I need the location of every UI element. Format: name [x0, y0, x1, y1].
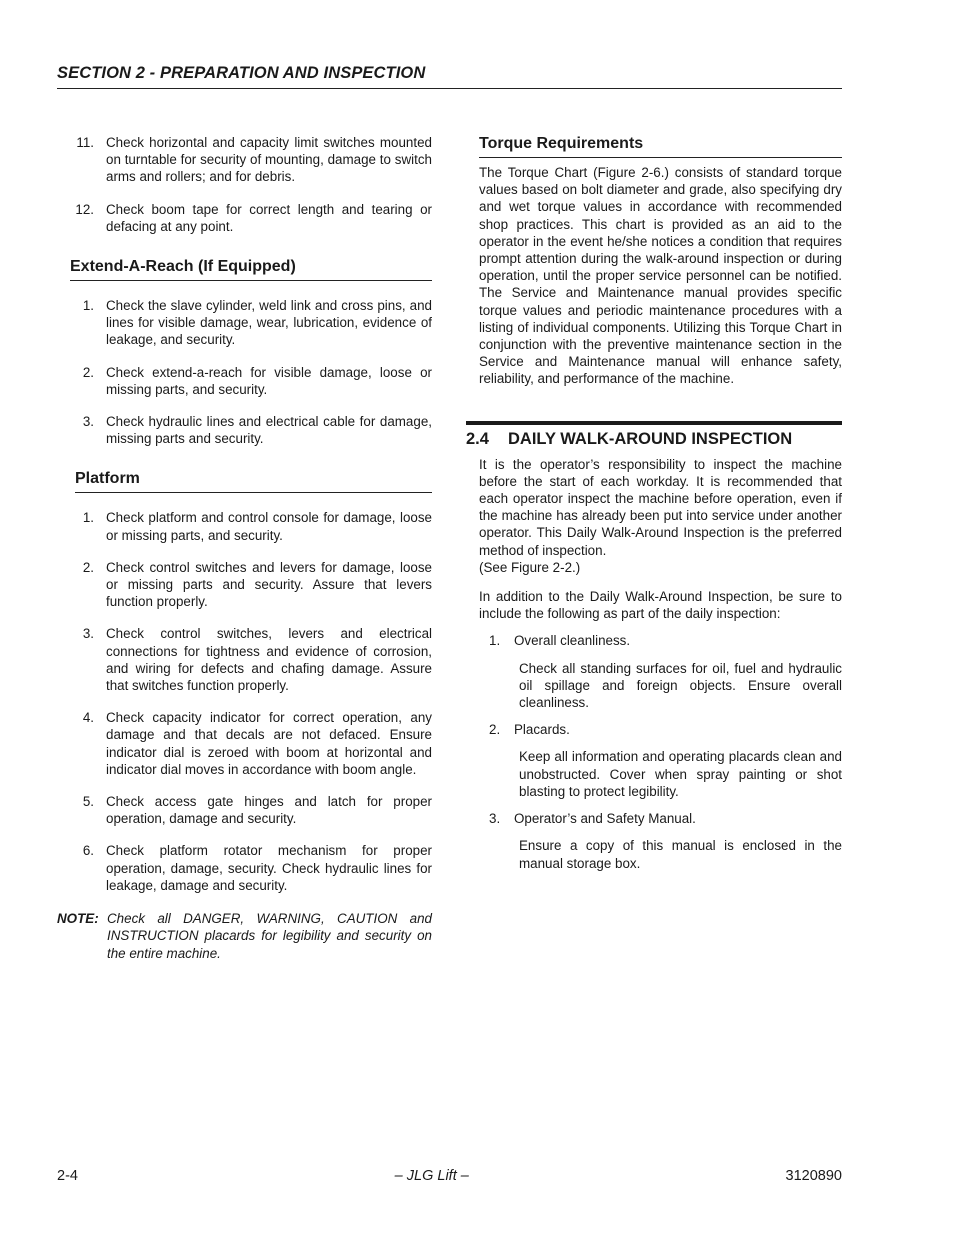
step-title: Operator’s and Safety Manual.	[514, 811, 696, 827]
step-item	[479, 721, 842, 738]
list-item	[57, 842, 432, 894]
list-item	[57, 413, 432, 447]
item-text: Check capacity indicator for correct operation, any damage and that decals are not defaced. Ensure indicator dial is zeroed with boom at horizontal and indicator dial moves in accordance with boom angle.	[106, 710, 432, 777]
page-number: 2-4	[57, 1168, 78, 1184]
section-heading-title: DAILY WALK-AROUND INSPECTION	[508, 429, 793, 448]
step-item	[479, 632, 842, 649]
list-item	[57, 709, 432, 778]
list-item	[57, 625, 432, 694]
step-title: Overall cleanliness.	[514, 633, 631, 649]
section-title: SECTION 2 - PREPARATION AND INSPECTION	[57, 64, 426, 82]
section-heading	[466, 421, 842, 449]
note-block	[57, 910, 432, 962]
item-number: 4.	[82, 710, 94, 726]
list-item	[57, 559, 432, 611]
list-item	[57, 134, 432, 186]
step-number: 3.	[489, 811, 501, 827]
platform-heading: Platform	[75, 469, 432, 493]
step-title: Placards.	[514, 722, 570, 738]
torque-heading: Torque Requirements	[479, 134, 842, 158]
step-item	[479, 810, 842, 827]
item-number: 12.	[75, 201, 94, 217]
list-item	[57, 509, 432, 543]
item-number: 1.	[82, 510, 94, 526]
item-number: 3.	[82, 414, 94, 430]
item-number: 3.	[82, 626, 94, 642]
step-number: 2.	[489, 722, 501, 738]
step-description: Check all standing surfaces for oil, fuel and hydraulic oil spillage and foreign objects. Ensure overall cleanliness.	[519, 660, 842, 711]
intro-paragraph	[479, 456, 842, 576]
note-label: NOTE:	[57, 911, 99, 927]
page-footer	[57, 1168, 842, 1184]
item-number: 1.	[82, 298, 94, 314]
item-text: Check horizontal and capacity limit switches mounted on turntable for security of mounting, damage to switch arms and rollers; and for debris.	[106, 135, 432, 185]
addition-paragraph: In addition to the Daily Walk-Around Inspection, be sure to include the following as part of the daily inspection:	[479, 589, 842, 622]
item-text: Check control switches and levers for damage, loose or missing parts and security. Assure that levers function properly.	[106, 559, 432, 610]
list-item	[57, 297, 432, 349]
note-text: Check all DANGER, WARNING, CAUTION and INSTRUCTION placards for legibility and security on the entire machine.	[107, 911, 432, 961]
item-number: 5.	[82, 794, 94, 810]
extend-a-reach-heading: Extend-A-Reach (If Equipped)	[70, 257, 432, 281]
item-number: 11.	[76, 135, 94, 150]
item-number: 2.	[82, 559, 94, 575]
list-item	[57, 364, 432, 398]
item-text: Check hydraulic lines and electrical cable for damage, missing parts and security.	[106, 414, 432, 447]
list-item	[57, 793, 432, 827]
item-text: Check the slave cylinder, weld link and cross pins, and lines for visible damage, wear, lubrication, evidence of leakage, and security.	[106, 298, 432, 348]
footer-brand: – JLG Lift –	[394, 1168, 469, 1184]
step-description: Ensure a copy of this manual is enclosed in the manual storage box.	[519, 838, 842, 871]
see-figure-ref: (See Figure 2-2.)	[479, 559, 581, 575]
item-text: Check boom tape for correct length and tearing or defacing at any point.	[106, 201, 432, 234]
section-number: 2.4	[466, 429, 489, 448]
right-column	[466, 134, 842, 882]
left-column	[57, 134, 432, 962]
item-number: 2.	[82, 364, 94, 380]
item-text: Check access gate hinges and latch for proper operation, damage and security.	[106, 794, 432, 827]
list-item	[57, 201, 432, 235]
item-text: Check platform rotator mechanism for proper operation, damage, security. Check hydraulic lines for leakage, damage and security.	[106, 843, 432, 893]
intro-text: It is the operator’s responsibility to inspect the machine before the start of each workday. It is recommended that each operator inspect the machine before operation, even if the machine has already been put into service under another operator. This Daily Walk-Around Inspection is the preferred method of inspection.	[479, 456, 842, 558]
item-text: Check platform and control console for damage, loose or missing parts, and security.	[106, 510, 432, 543]
step-description: Keep all information and operating placards clean and unobstructed. Cover when spray painting or shot blasting to protect legibility.	[519, 749, 842, 799]
document-number: 3120890	[785, 1168, 842, 1184]
torque-paragraph: The Torque Chart (Figure 2-6.) consists of standard torque values based on bolt diameter and grade, also specifying dry and wet torque values in accordance with recommended shop practices. This chart is provided as an aid to the operator in the event he/she notices a condition that requires prompt attention during the walk-around inspection or during operation, until the proper service personnel can be notified. The Service and Maintenance manual provides specific torque values and periodic maintenance procedures with a listing of individual components. Utilizing this Torque Chart in conjunction with the preventive maintenance section in the Service and Maintenance manual will enhance safety, reliability, and performance of the machine.	[479, 165, 842, 387]
item-text: Check extend-a-reach for visible damage, loose or missing parts, and security.	[106, 364, 432, 397]
item-number: 6.	[82, 843, 94, 859]
item-text: Check control switches, levers and electrical connections for tightness and evidence of corrosion, and wiring for defects and chafing damage. Assure that switches function properly.	[106, 626, 432, 694]
page-header	[57, 64, 842, 89]
step-number: 1.	[489, 633, 501, 649]
